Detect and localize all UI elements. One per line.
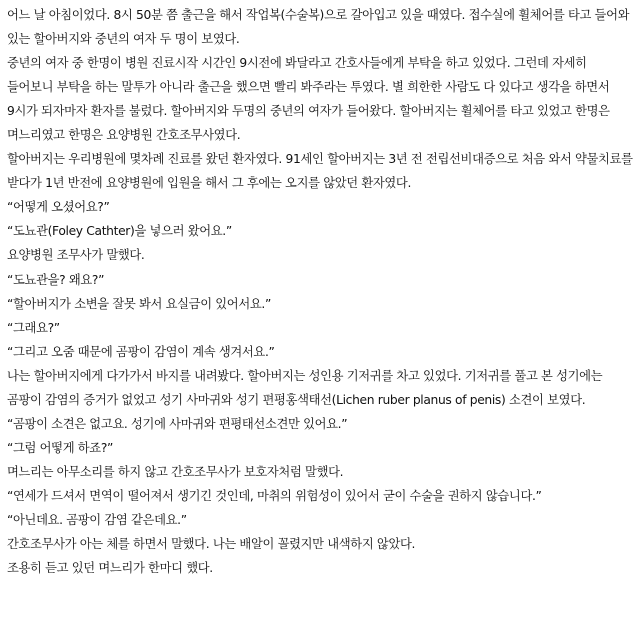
dialogue-line: “할아버지가 소변을 잘못 봐서 요실금이 있어서요.” [7,296,271,311]
paragraph-arrival: 어느 날 아침이었다. 8시 50분 쯤 출근을 해서 작업복(수술복)으로 갈아입고 있을 때였다. 접수실에 휠체어를 타고 들어와 있는 할아버지와 중년의 여자 두 명이 보였다. [7,8,630,47]
dialogue-line: “그래요?” [7,320,60,335]
narration-line: 요양병원 조무사가 말했다. [7,248,145,263]
narration-line: 간호조무사가 아는 체를 하면서 말했다. 나는 배알이 꼴렸지만 내색하지 않았다. [7,537,416,552]
narration-line: 조용히 듣고 있던 며느리가 한마디 했다. [7,561,213,576]
article-body [7,3,635,580]
dialogue-line: “곰팡이 소견은 없고요. 성기에 사마귀와 편평태선소견만 있어요.” [7,416,348,431]
dialogue-line: “그리고 오줌 때문에 곰팡이 감염이 계속 생겨서요.” [7,344,275,359]
paragraph-examination: 나는 할아버지에게 다가가서 바지를 내려봤다. 할아버지는 성인용 기저귀를 차고 있었다. 기저귀를 풀고 본 성기에는 곰팡이 감염의 증거가 없었고 성기 사마귀와 성기 편평홍색태선(Lichen ruber planus of penis) 소견이 보였다. [7,368,603,407]
paragraph-request: 중년의 여자 중 한명이 병원 진료시작 시간인 9시전에 봐달라고 간호사들에게 부탁을 하고 있었다. 그런데 자세히 들어보니 부탁을 하는 말투가 아니라 출근을 했으면 빨리 봐주라는 투였다. 별 희한한 사람도 다 있다고 생각을 하면서 9시가 되자마자 환자를 불렀다. 할아버지와 두명의 중년의 여자가 들어왔다. 할아버지는 휠체어를 타고 있었고 한명은 며느리였고 한명은 요양병원 간호조무사였다. [7,56,610,143]
paragraph-patient-history: 할아버지는 우리병원에 몇차례 진료를 왔던 환자였다. 91세인 할아버지는 3년 전 전립선비대증으로 처음 와서 약물치료를 받다가 1년 반전에 요양병원에 입원을 해서 그 후에는 오지를 않았던 환자였다. [7,152,633,191]
dialogue-line: “도뇨관(Foley Cathter)을 넣으러 왔어요.” [7,224,232,239]
dialogue-line: “어떻게 오셨어요?” [7,200,110,215]
dialogue-line: “연세가 드셔서 면역이 떨어져서 생기긴 것인데, 마취의 위험성이 있어서 굳이 수술을 권하지 않습니다.” [7,488,542,503]
dialogue-line: “도뇨관을? 왜요?” [7,272,105,287]
narration-line: 며느리는 아무소리를 하지 않고 간호조무사가 보호자처럼 말했다. [7,464,344,479]
dialogue-line: “그럼 어떻게 하죠?” [7,440,114,455]
dialogue-line: “아닌데요. 곰팡이 감염 같은데요.” [7,512,187,527]
